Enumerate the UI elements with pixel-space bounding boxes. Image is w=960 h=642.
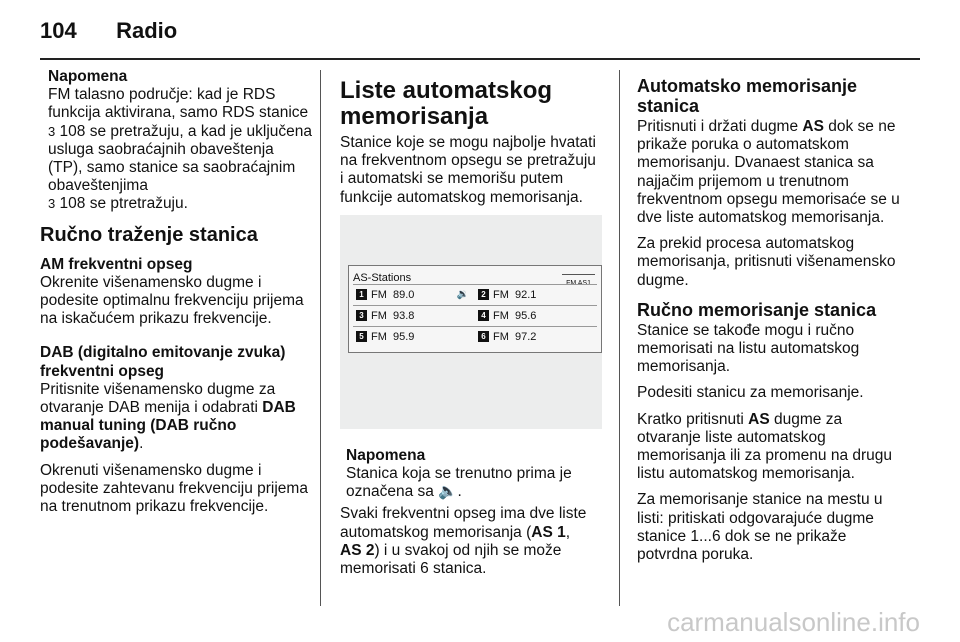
header-rule (40, 58, 920, 60)
chapter-title: Radio (116, 18, 178, 43)
paragraph-open-list: Kratko pritisnuti AS dugme za otvaranje liste automatskog memorisanja ili za promenu na drugu listu automatskog memorisanja. (637, 410, 893, 483)
paragraph-auto-store: Pritisnuti i držati dugme AS dok se ne prikaže poruka o automatskom memorisanju. Dvanaest stanica sa najjačim prijemom u trenutnom frekventnom opsegu memorisaće se u dve liste automatskog memorisanja. (637, 118, 900, 227)
page-header (40, 18, 177, 44)
paragraph-cancel: Za prekid procesa automatskog memorisanja, pritisnuti višenamensko dugme. (637, 235, 896, 289)
speaker-icon: 🔈 (438, 483, 458, 501)
paragraph-lists: Svaki frekventni opseg ima dve liste automatskog memorisanja (AS 1, AS 2) i u svakoj od njih se može memorisati 6 stanica. (340, 505, 587, 578)
preset-grid (353, 284, 597, 347)
preset-cell: 6 FM 97.2 (475, 328, 597, 346)
screen-tab-label: FM AS1 (562, 274, 595, 293)
preset-cell: 4 FM 95.6 (475, 307, 597, 325)
paragraph-tune: Podesiti stanicu za memorisanje. (637, 384, 864, 402)
preset-row (353, 284, 597, 305)
preset-row (353, 326, 597, 347)
reference-arrow-icon: 3 (48, 196, 56, 212)
page-number: 104 (40, 18, 77, 43)
preset-cell: 1 FM 89.0 🔉 (353, 286, 475, 304)
reference-arrow-icon: 3 (48, 123, 56, 139)
section-heading: Liste automatskog memorisanja (340, 77, 553, 130)
subheading-am: AM frekventni opseg (40, 255, 193, 273)
section-heading: Ručno traženje stanica (40, 223, 258, 246)
note-title: Napomena (346, 446, 426, 464)
paragraph-manual: Stanice se takođe mogu i ručno memorisati na listu automatskog memorisanja. (637, 321, 860, 376)
section-heading: Automatsko memorisanje stanica (637, 76, 858, 116)
paragraph-intro: Stanice koje se mogu najbolje hvatati na frekventnom opsegu se pretražuju i automatski se memorišu putem funkcije automatskog memorisanja. (340, 134, 596, 206)
paragraph-dab-2: Okrenuti višenamensko dugme i podesite zahtevanu frekvenciju prijema na trenutnom prikazu frekvencije. (40, 461, 308, 516)
column-left (40, 68, 312, 524)
paragraph-am: Okrenite višenamensko dugme i podesite optimalnu frekvenciju prijema na iskačućem prikazu frekvencije. (40, 273, 304, 328)
note-box (340, 429, 602, 506)
column-divider (619, 70, 620, 606)
as-stations-screen (348, 265, 602, 353)
preset-cell: 3 FM 93.8 (353, 307, 475, 325)
preset-row (353, 305, 597, 326)
column-middle (340, 68, 602, 586)
note-text: FM talasno područje: kad je RDS funkcija aktivirana, samo RDS stanice 3 108 se pretražuju, a kad je uključena usluga saobraćajnih obaveštenja (TP), samo stanice sa saobraćajnim obaveštenjima 3 108 se ptretražuju. (48, 86, 313, 213)
note-text: Stanica koja se trenutno prima je označena sa 🔈. (346, 465, 572, 501)
subheading-dab: DAB (digitalno emitovanje zvuka) frekventni opseg (40, 344, 286, 380)
note-title: Napomena (48, 68, 128, 85)
watermark: carmanualsonline.info (667, 607, 920, 637)
radio-display-illustration (340, 215, 602, 429)
paragraph-dab: Pritisnite višenamensko dugme za otvaranje DAB menija i odabrati DAB manual tuning (DAB ručno podešavanje). (40, 380, 296, 453)
note-box (40, 68, 312, 214)
paragraph-store-slot: Za memorisanje stanice na mestu u listi: pritiskati odgovarajuće dugme stanice 1...6 dok se ne prikaže potvrdna poruka. (637, 491, 883, 564)
speaker-icon: 🔉 (456, 288, 469, 300)
column-right (637, 68, 903, 572)
screen-title: AS-Stations (353, 271, 412, 284)
column-divider (320, 70, 321, 606)
section-heading: Ručno memorisanje stanica (637, 299, 877, 320)
preset-cell: 5 FM 95.9 (353, 328, 475, 346)
preset-cell: 2 FM 92.1 (475, 286, 597, 304)
